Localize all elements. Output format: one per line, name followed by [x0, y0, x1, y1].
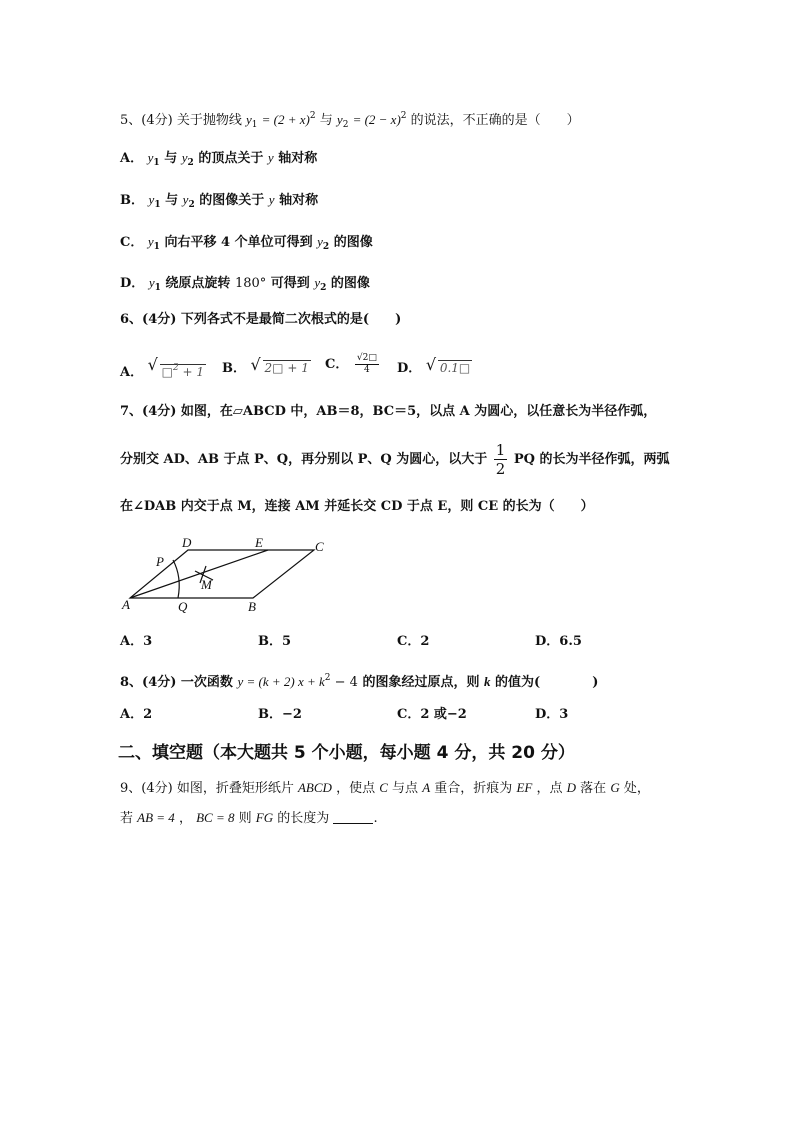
q5-option-b-label: B． — [120, 193, 144, 208]
q8-stem-b: 的图象经过原点，则 — [362, 675, 480, 690]
q5-c-y1-sub: 1 — [153, 242, 160, 252]
q6-c-fraction — [355, 353, 379, 376]
label-d: D — [182, 535, 192, 550]
q5-y2: y — [336, 112, 343, 127]
q5-a-tail: 的顶点关于 — [198, 151, 264, 166]
q5-a-mid: 与 — [164, 151, 178, 166]
q6-a-label: A． — [120, 365, 144, 380]
q5-c-mid: 向右平移 4 个单位可得到 — [164, 235, 313, 250]
q5-y1-sub: 1 — [251, 120, 258, 130]
q5-y2-sub: 2 — [342, 120, 349, 130]
q5-b-y1-sub: 1 — [154, 200, 161, 210]
q7-option-a: A．3 — [120, 634, 153, 649]
label-q: Q — [178, 599, 188, 614]
q9-fg: FG — [255, 810, 274, 825]
arc-pq — [173, 560, 179, 598]
q7-frac-den: 2 — [495, 460, 506, 478]
parallelogram-figure — [118, 535, 338, 615]
q6-c-num: √2□ — [356, 353, 377, 363]
q9-line-2c: 则 — [238, 811, 252, 826]
q5-d-end: 的图像 — [330, 276, 370, 291]
q9-line-2d: 的长度为 — [277, 811, 330, 826]
q6-option-d — [397, 355, 472, 379]
q9-line-1 — [120, 778, 650, 799]
q9-g: G — [610, 780, 620, 795]
q8-option-a: A．2 — [120, 707, 153, 722]
q5-b-tail: 的图像关于 — [199, 193, 265, 208]
q5-option-a — [120, 148, 317, 173]
q6-b-radical: √ 2□ + 1 — [250, 355, 309, 375]
q8-k: k — [484, 674, 491, 689]
q5-eq2-exp: 2 — [400, 111, 407, 121]
q8-stem-a: 8、(4分) 一次函数 — [120, 675, 233, 690]
q6-d-rad: 0.1□ — [439, 361, 471, 375]
segment-ae — [130, 550, 268, 598]
q5-a-axis: y — [267, 150, 274, 165]
q5-option-c-label: C． — [120, 235, 144, 250]
q5-d-mid2: 可得到 — [270, 276, 310, 291]
q5-a-end: 轴对称 — [278, 151, 318, 166]
label-c: C — [315, 539, 324, 554]
q6-a-rest: + 1 — [182, 365, 205, 379]
q5-number: 5、(4分) — [120, 113, 173, 128]
q7-line-2b: PQ 的长为半径作弧，两弧 — [513, 452, 670, 467]
label-e: E — [255, 535, 263, 550]
q5-b-y2-sub: 2 — [188, 200, 195, 210]
q5-d-y1-sub: 1 — [154, 283, 161, 293]
q5-option-d — [120, 273, 370, 298]
q5-option-c — [120, 232, 373, 257]
q5-option-a-label: A． — [120, 151, 144, 166]
q5-eq2: = (2 − x) — [352, 112, 401, 127]
q5-stem — [120, 106, 580, 135]
q5-c-y2-sub: 2 — [322, 242, 330, 252]
q6-c-label: C． — [325, 357, 349, 372]
q6-option-b — [222, 355, 311, 379]
q9-a: A — [422, 780, 431, 795]
q5-d-deg: 180° — [234, 276, 267, 291]
q6-option-a — [120, 355, 206, 383]
q9-abcd: ABCD — [297, 780, 332, 795]
q9-line-2 — [120, 808, 378, 829]
q9-line-1b: ，使点 — [336, 781, 376, 796]
q9-line-1e: ，点 — [536, 781, 563, 796]
q7-frac-num: 1 — [495, 441, 506, 459]
q6-a-exp: 2 — [172, 363, 179, 373]
label-b: B — [248, 599, 256, 614]
q6-d-radical: √ 0.1□ — [425, 355, 471, 375]
q8-exp: 2 — [324, 673, 331, 683]
q8-option-b: B．−2 — [258, 707, 302, 722]
q5-b-y1: y — [148, 192, 155, 207]
q5-option-b — [120, 190, 318, 215]
section-title: 二、填空题（本大题共 5 个小题，每小题 4 分，共 20 分） — [118, 743, 575, 763]
q9-line-2e: . — [373, 811, 378, 826]
q7-line-3: 在∠DAB 内交于点 M，连接 AM 并延长交 CD 于点 E，则 CE 的长为（ ） — [120, 499, 594, 514]
q5-b-mid: 与 — [165, 193, 179, 208]
q5-a-y1: y — [147, 150, 154, 165]
q8-option-c: C．2 或−2 — [397, 707, 467, 722]
q5-a-y1-sub: 1 — [153, 158, 160, 168]
q8-stem-c: 的值为( ) — [495, 675, 599, 690]
answer-blank[interactable] — [333, 809, 373, 824]
q5-b-end: 轴对称 — [279, 193, 319, 208]
q8-formula-a: y = (k + 2) x + k — [237, 674, 325, 689]
q9-line-2b: ， — [178, 811, 192, 826]
q5-eq1: = (2 + x) — [261, 112, 310, 127]
q5-d-y2-sub: 2 — [320, 283, 327, 293]
q7-option-b: B．5 — [258, 634, 292, 649]
q9-ab: AB = 4 — [137, 810, 175, 825]
q9-line-1d: 重合，折痕为 — [434, 781, 513, 796]
q6-c-den: 4 — [364, 365, 370, 375]
q8-formula-b: − 4 — [330, 675, 358, 690]
q5-stem-c: 的说法，不正确的是（ ） — [410, 113, 580, 128]
q9-ef: EF — [516, 780, 533, 795]
q5-stem-a: 关于抛物线 — [176, 113, 242, 128]
q9-line-1g: 处， — [623, 781, 650, 796]
q9-c: C — [379, 780, 388, 795]
q6-a-radical: √ □$^2$ + 1 — [147, 355, 205, 379]
q8-option-d: D．3 — [535, 707, 569, 722]
q5-y1: y — [245, 112, 252, 127]
q9-d: D — [566, 780, 577, 795]
q5-a-y2-sub: 2 — [187, 158, 194, 168]
q7-line-2 — [120, 440, 670, 480]
q5-c-y1: y — [147, 234, 154, 249]
q8-stem — [120, 668, 598, 693]
q5-b-axis: y — [268, 192, 275, 207]
q6-stem: 6、(4分) 下列各式不是最简二次根式的是( ) — [120, 312, 402, 327]
q6-b-label: B． — [222, 361, 246, 376]
q9-line-2a: 若 — [120, 811, 134, 826]
q7-line-2a: 分别交 AD、AB 于点 P、Q，再分别以 P、Q 为圆心，以大于 — [120, 452, 488, 467]
q7-option-c: C．2 — [397, 634, 430, 649]
q6-b-rad: 2□ + 1 — [264, 361, 309, 375]
q5-d-y1: y — [148, 275, 155, 290]
q5-d-mid: 绕原点旋转 — [165, 276, 231, 291]
q5-a-y2: y — [181, 150, 188, 165]
q7-line-1: 7、(4分) 如图，在▱ABCD 中，AB＝8，BC＝5，以点 A 为圆心，以任意长为半径作弧， — [120, 404, 657, 419]
q6-d-label: D． — [397, 361, 422, 376]
q5-c-end: 的图像 — [333, 235, 373, 250]
q6-a-rad: □ — [161, 365, 173, 379]
q6-option-c — [325, 353, 381, 376]
q7-fraction — [494, 441, 508, 478]
q5-d-y2: y — [314, 275, 321, 290]
label-m: M — [201, 577, 212, 592]
q7-option-d: D．6.5 — [535, 634, 582, 649]
label-p: P — [156, 554, 164, 569]
q9-line-1a: 9、(4分) 如图，折叠矩形纸片 — [120, 781, 294, 796]
q5-b-y2: y — [182, 192, 189, 207]
q5-stem-b: 与 — [319, 113, 333, 128]
q5-c-y2: y — [317, 234, 323, 249]
q9-bc: BC = 8 — [196, 810, 235, 825]
q9-line-1c: 与点 — [392, 781, 419, 796]
q5-option-d-label: D． — [120, 276, 145, 291]
q9-line-1f: 落在 — [580, 781, 607, 796]
q5-eq1-exp: 2 — [309, 111, 316, 121]
label-a: A — [122, 597, 130, 612]
